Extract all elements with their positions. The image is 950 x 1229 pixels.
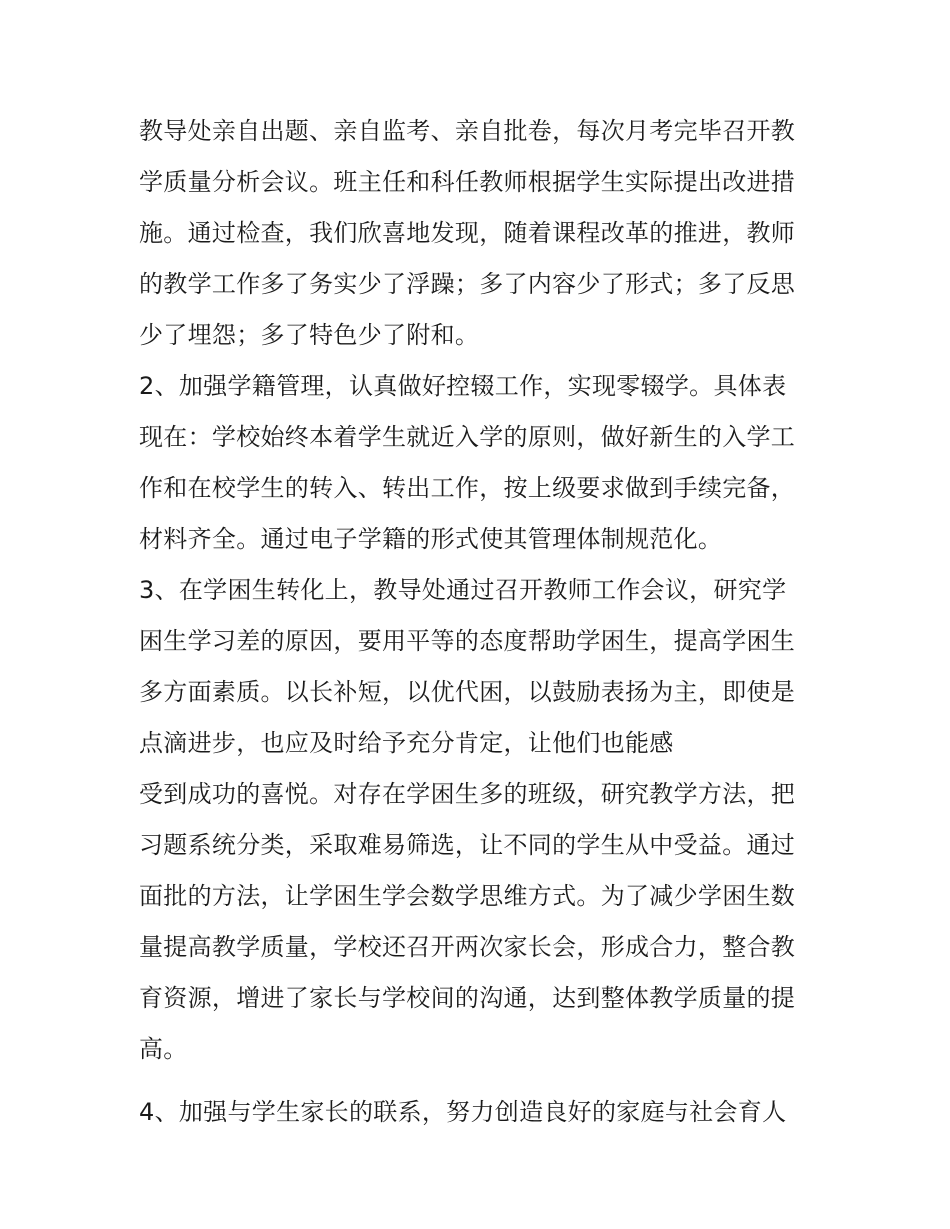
- text-line-6: 2、加强学籍管理，认真做好控辍工作，实现零辍学。具体表: [139, 372, 787, 400]
- text-line-11: 困生学习差的原因，要用平等的态度帮助学困生，提高学困生: [139, 627, 796, 655]
- text-line-18: 育资源，增进了家长与学校间的沟通，达到整体教学质量的提: [139, 984, 796, 1012]
- text-line-9: 材料齐全。通过电子学籍的形式使其管理体制规范化。: [139, 525, 723, 553]
- text-line-19: 高。: [139, 1035, 188, 1063]
- text-line-7: 现在：学校始终本着学生就近入学的原则，做好新生的入学工: [139, 423, 796, 451]
- text-line-20: 4、加强与学生家长的联系，努力创造良好的家庭与社会育人: [139, 1098, 787, 1126]
- text-line-12: 多方面素质。以长补短，以优代困，以鼓励表扬为主，即使是: [139, 678, 796, 706]
- text-line-8: 作和在校学生的转入、转出工作，按上级要求做到手续完备，: [139, 474, 796, 502]
- text-line-2: 学质量分析会议。班主任和科任教师根据学生实际提出改进措: [139, 168, 796, 196]
- text-line-4: 的教学工作多了务实少了浮躁；多了内容少了形式；多了反思: [139, 270, 796, 298]
- document-body: [139, 106, 829, 1138]
- paragraph-spacer: [139, 1075, 829, 1087]
- text-line-5: 少了埋怨；多了特色少了附和。: [139, 321, 480, 349]
- text-line-17: 量提高教学质量，学校还召开两次家长会，形成合力，整合教: [139, 933, 796, 961]
- text-line-1: 教导处亲自出题、亲自监考、亲自批卷，每次月考完毕召开教: [139, 117, 796, 145]
- text-line-13: 点滴进步，也应及时给予充分肯定，让他们也能感: [139, 729, 674, 757]
- text-line-10: 3、在学困生转化上，教导处通过召开教师工作会议，研究学: [139, 576, 787, 604]
- text-line-3: 施。通过检查，我们欣喜地发现，随着课程改革的推进，教师: [139, 219, 796, 247]
- text-line-15: 习题系统分类，采取难易筛选，让不同的学生从中受益。通过: [139, 831, 796, 859]
- text-line-16: 面批的方法，让学困生学会数学思维方式。为了减少学困生数: [139, 882, 796, 910]
- text-line-14: 受到成功的喜悦。对存在学困生多的班级，研究教学方法，把: [139, 780, 796, 808]
